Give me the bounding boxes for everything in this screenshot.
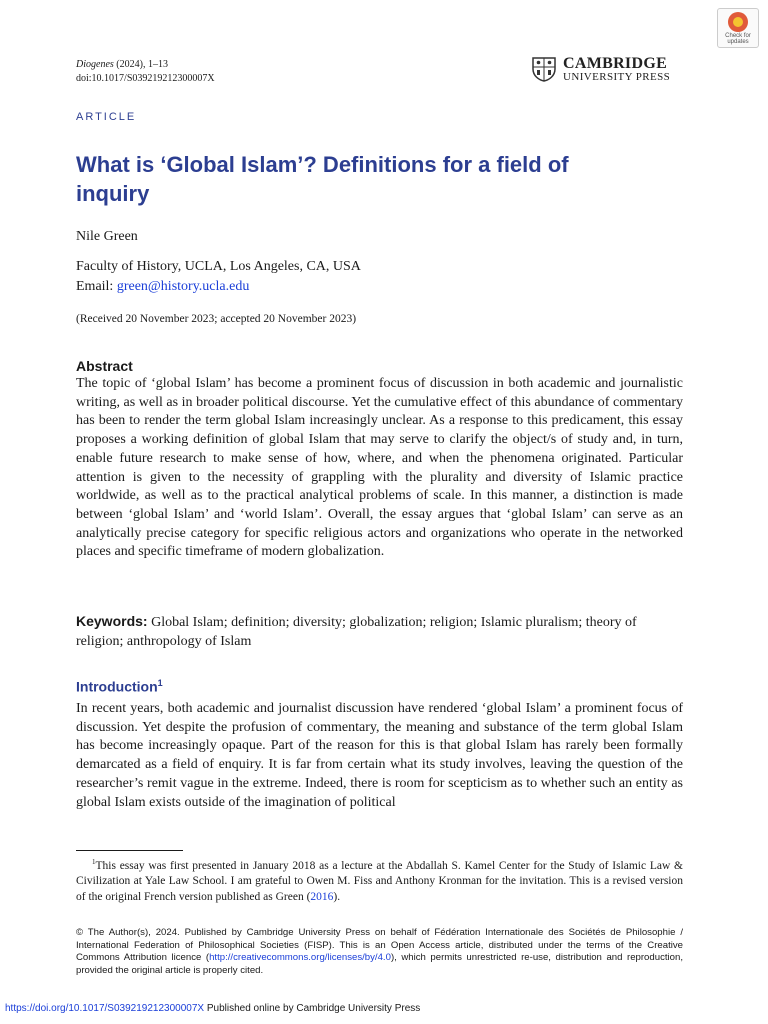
journal-citation <box>76 58 215 86</box>
footer-doi-link[interactable]: https://doi.org/10.1017/S039219212300007X <box>5 1003 205 1014</box>
abstract-heading: Abstract <box>76 358 133 374</box>
footnote-marker: 1 <box>92 858 96 866</box>
journal-issue: (2024), 1–13 <box>113 59 168 70</box>
license-text: © The Author(s), 2024. Published by Cambridge University Press on behalf of Fédération Internationale des Sociétés de Philosophie / International Federation of Philosophical Societies (FISP). This is an Open Access article, distributed under the terms of the Creative Commons Attribution licence ( <box>76 927 683 963</box>
introduction-heading <box>76 678 163 695</box>
keywords-label: Keywords: <box>76 613 148 629</box>
citation-link[interactable]: 2016 <box>310 890 334 903</box>
publisher-name: CAMBRIDGE <box>563 55 668 72</box>
author-affiliation: Faculty of History, UCLA, Los Angeles, CA, USA <box>76 259 361 274</box>
footnote <box>76 855 683 905</box>
license-text-end: ), which permits unrestricted re-use, distribution and reproduction, provided the original article is properly cited. <box>76 952 683 976</box>
article-title: What is ‘Global Islam’? Definitions for a field of inquiry <box>76 152 569 206</box>
email-label: Email: <box>76 279 117 294</box>
journal-name: Diogenes <box>76 59 114 70</box>
article-type: ARTICLE <box>76 111 137 123</box>
footnote-divider <box>76 850 183 851</box>
check-updates-label: Check for updates <box>725 33 751 45</box>
introduction-heading-text: Introduction <box>76 678 158 695</box>
keywords-text: Global Islam; definition; diversity; globalization; religion; Islamic pluralism; theory of religion; anthropology of Islam <box>76 615 637 649</box>
email-link[interactable]: green@history.ucla.edu <box>116 279 250 294</box>
check-updates-icon <box>728 12 748 32</box>
journal-doi: doi:10.1017/S039219212300007X <box>76 73 215 84</box>
license-notice <box>76 927 683 977</box>
footer-published-text: Published online by Cambridge University Press <box>204 1003 421 1014</box>
author-name: Nile Green <box>76 229 138 244</box>
license-link[interactable]: http://creativecommons.org/licenses/by/4.0 <box>209 952 391 963</box>
publisher-subname: UNIVERSITY PRESS <box>563 71 671 83</box>
cambridge-shield-icon <box>531 56 557 82</box>
publisher-logo <box>531 55 684 85</box>
footnote-text-end: ). <box>333 890 341 903</box>
received-dates: (Received 20 November 2023; accepted 20 November 2023) <box>76 313 357 325</box>
introduction-text: In recent years, both academic and journalist discussion have rendered ‘global Islam’ a prominent focus of discussion. Yet despite the profusion of commentary, the meaning and substance of the term global Islam has become increasingly opaque. Part of the reason for this is that global Islam has rarely been formally demarcated as a field of enquiry. It is far from certain what its study involves, leaving the question of the researcher’s remit vague in the extreme. Indeed, there is room for scepticism as to whether such an entity as global Islam exists outside of the imagination of political <box>76 701 683 810</box>
keywords <box>76 612 683 651</box>
check-for-updates-button[interactable] <box>717 8 759 48</box>
footnote-ref[interactable]: 1 <box>157 678 163 688</box>
footnote-text: This essay was first presented in January 2018 as a lecture at the Abdallah S. Kamel Center for the Study of Islamic Law & Civilization at Yale Law School. I am grateful to Owen M. Fiss and Anthony Kronman for the invitation. This is a revised version of the original French version published as Green ( <box>76 859 683 903</box>
page-footer <box>5 1003 420 1015</box>
author-email <box>76 278 249 296</box>
abstract-text: The topic of ‘global Islam’ has become a prominent focus of discussion in both academic and journalistic writing, as well as in broader political discourse. Yet the cumulative effect of this abundance of commentary has been to render the term global Islam increasingly unclear. As a response to this predicament, this essay proposes a working definition of global Islam that may serve to clarify the object/s of study and, in turn, enable future research to make sense of how, where, and when the phenomena originated. Particular attention is given to the necessity of grappling with the plurality and diversity of Islamic practice worldwide, as well as to the practical analytical problems of scale. In this manner, a distinction is made between ‘global Islam’ and ‘world Islam’. Overall, the essay argues that ‘global Islam’ can serve as an analytically precise category for specific religious actors and organizations who operate in the networked places and specific timeframe of modern globalization. <box>76 376 683 560</box>
